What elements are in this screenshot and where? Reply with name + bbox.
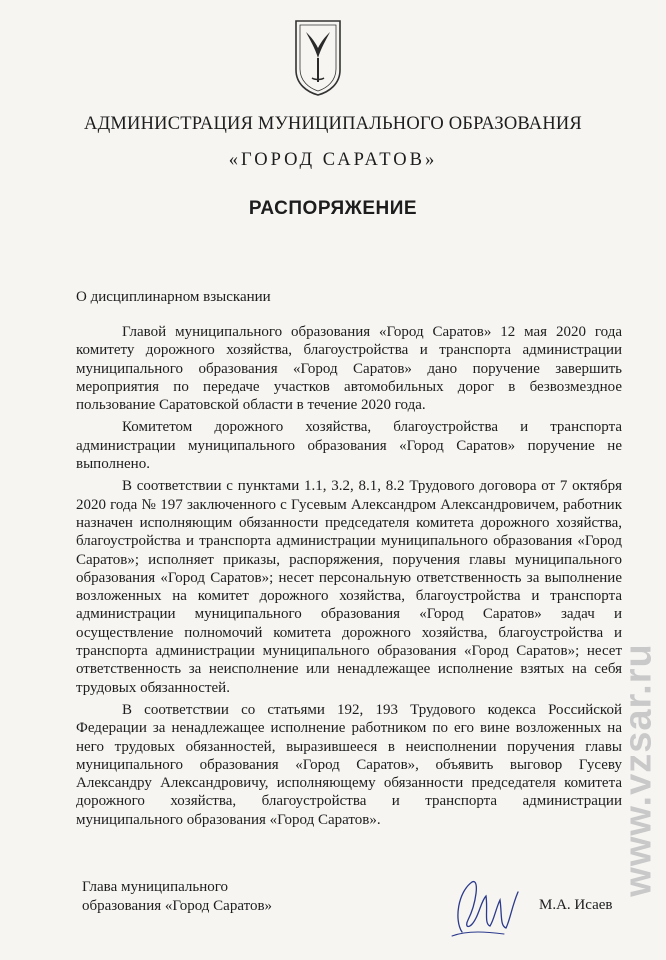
document-body — [76, 323, 622, 833]
document-type-title: РАСПОРЯЖЕНИЕ — [248, 198, 418, 219]
site-watermark — [612, 580, 666, 960]
paragraph: Комитетом дорожного хозяйства, благоустройства и транспорта администрации муниципального образования «Город Саратов» поручение не выполнено. — [76, 419, 622, 473]
signatory-title-line: Глава муниципального — [82, 879, 229, 895]
signatory-title — [82, 878, 272, 916]
paragraph: Главой муниципального образования «Город Саратов» 12 мая 2020 года комитету дорожного хозяйства, благоустройства и транспорта администрации муниципального образования «Город Саратов» дано поручение завершить мероприятия по передаче участков автомобильных дорог в безвозмездное пользование Саратовской области в течение 2020 года. — [76, 324, 622, 414]
handwritten-signature — [448, 870, 528, 940]
document-subject: О дисциплинарном взыскании — [76, 289, 271, 305]
saratov-coat-of-arms-icon — [293, 18, 343, 96]
signatory-title-line: образования «Город Саратов» — [82, 898, 273, 914]
signatory-name: М.А. Исаев — [539, 897, 613, 913]
organization-city: «ГОРОД САРАТОВ» — [228, 150, 438, 170]
paragraph: В соответствии со статьями 192, 193 Трудового кодекса Российской Федерации за ненадлежащее исполнение работником по его вине возложенных на него трудовых обязанностей, выразившееся в неисполнении поручения главы муниципального образования «Город Саратов», объявить выговор Гусеву Александру Александровичу, исполняющему обязанности председателя комитета дорожного хозяйства, благоустройства и транспорта администрации муниципального образования «Город Саратов». — [76, 701, 622, 828]
watermark-text: www.vzsar.ru — [617, 643, 660, 897]
paragraph: В соответствии с пунктами 1.1, 3.2, 8.1, 8.2 Трудового договора от 7 октября 2020 года № 197 заключенного с Гусевым Александром Александровичем, работник назначен исполняющим обязанности председателя комитета дорожного хозяйства, благоустройства и транспорта администрации муниципального образования «Город Саратов»; исполняет приказы, распоряжения, поручения главы муниципального образования «Город Саратов»; несет персональную ответственность за выполнение возложенных на комитет дорожного хозяйства, благоустройства и транспорта администрации муниципального образования «Город Саратов» задач и осуществление полномочий комитета дорожного хозяйства, благоустройства и транспорта администрации муниципального образования «Город Саратов»; несет ответственность за неисполнение или ненадлежащее исполнение взятых на себя трудовых обязанностей. — [76, 478, 622, 696]
organization-name: АДМИНИСТРАЦИЯ МУНИЦИПАЛЬНОГО ОБРАЗОВАНИЯ — [84, 114, 582, 134]
